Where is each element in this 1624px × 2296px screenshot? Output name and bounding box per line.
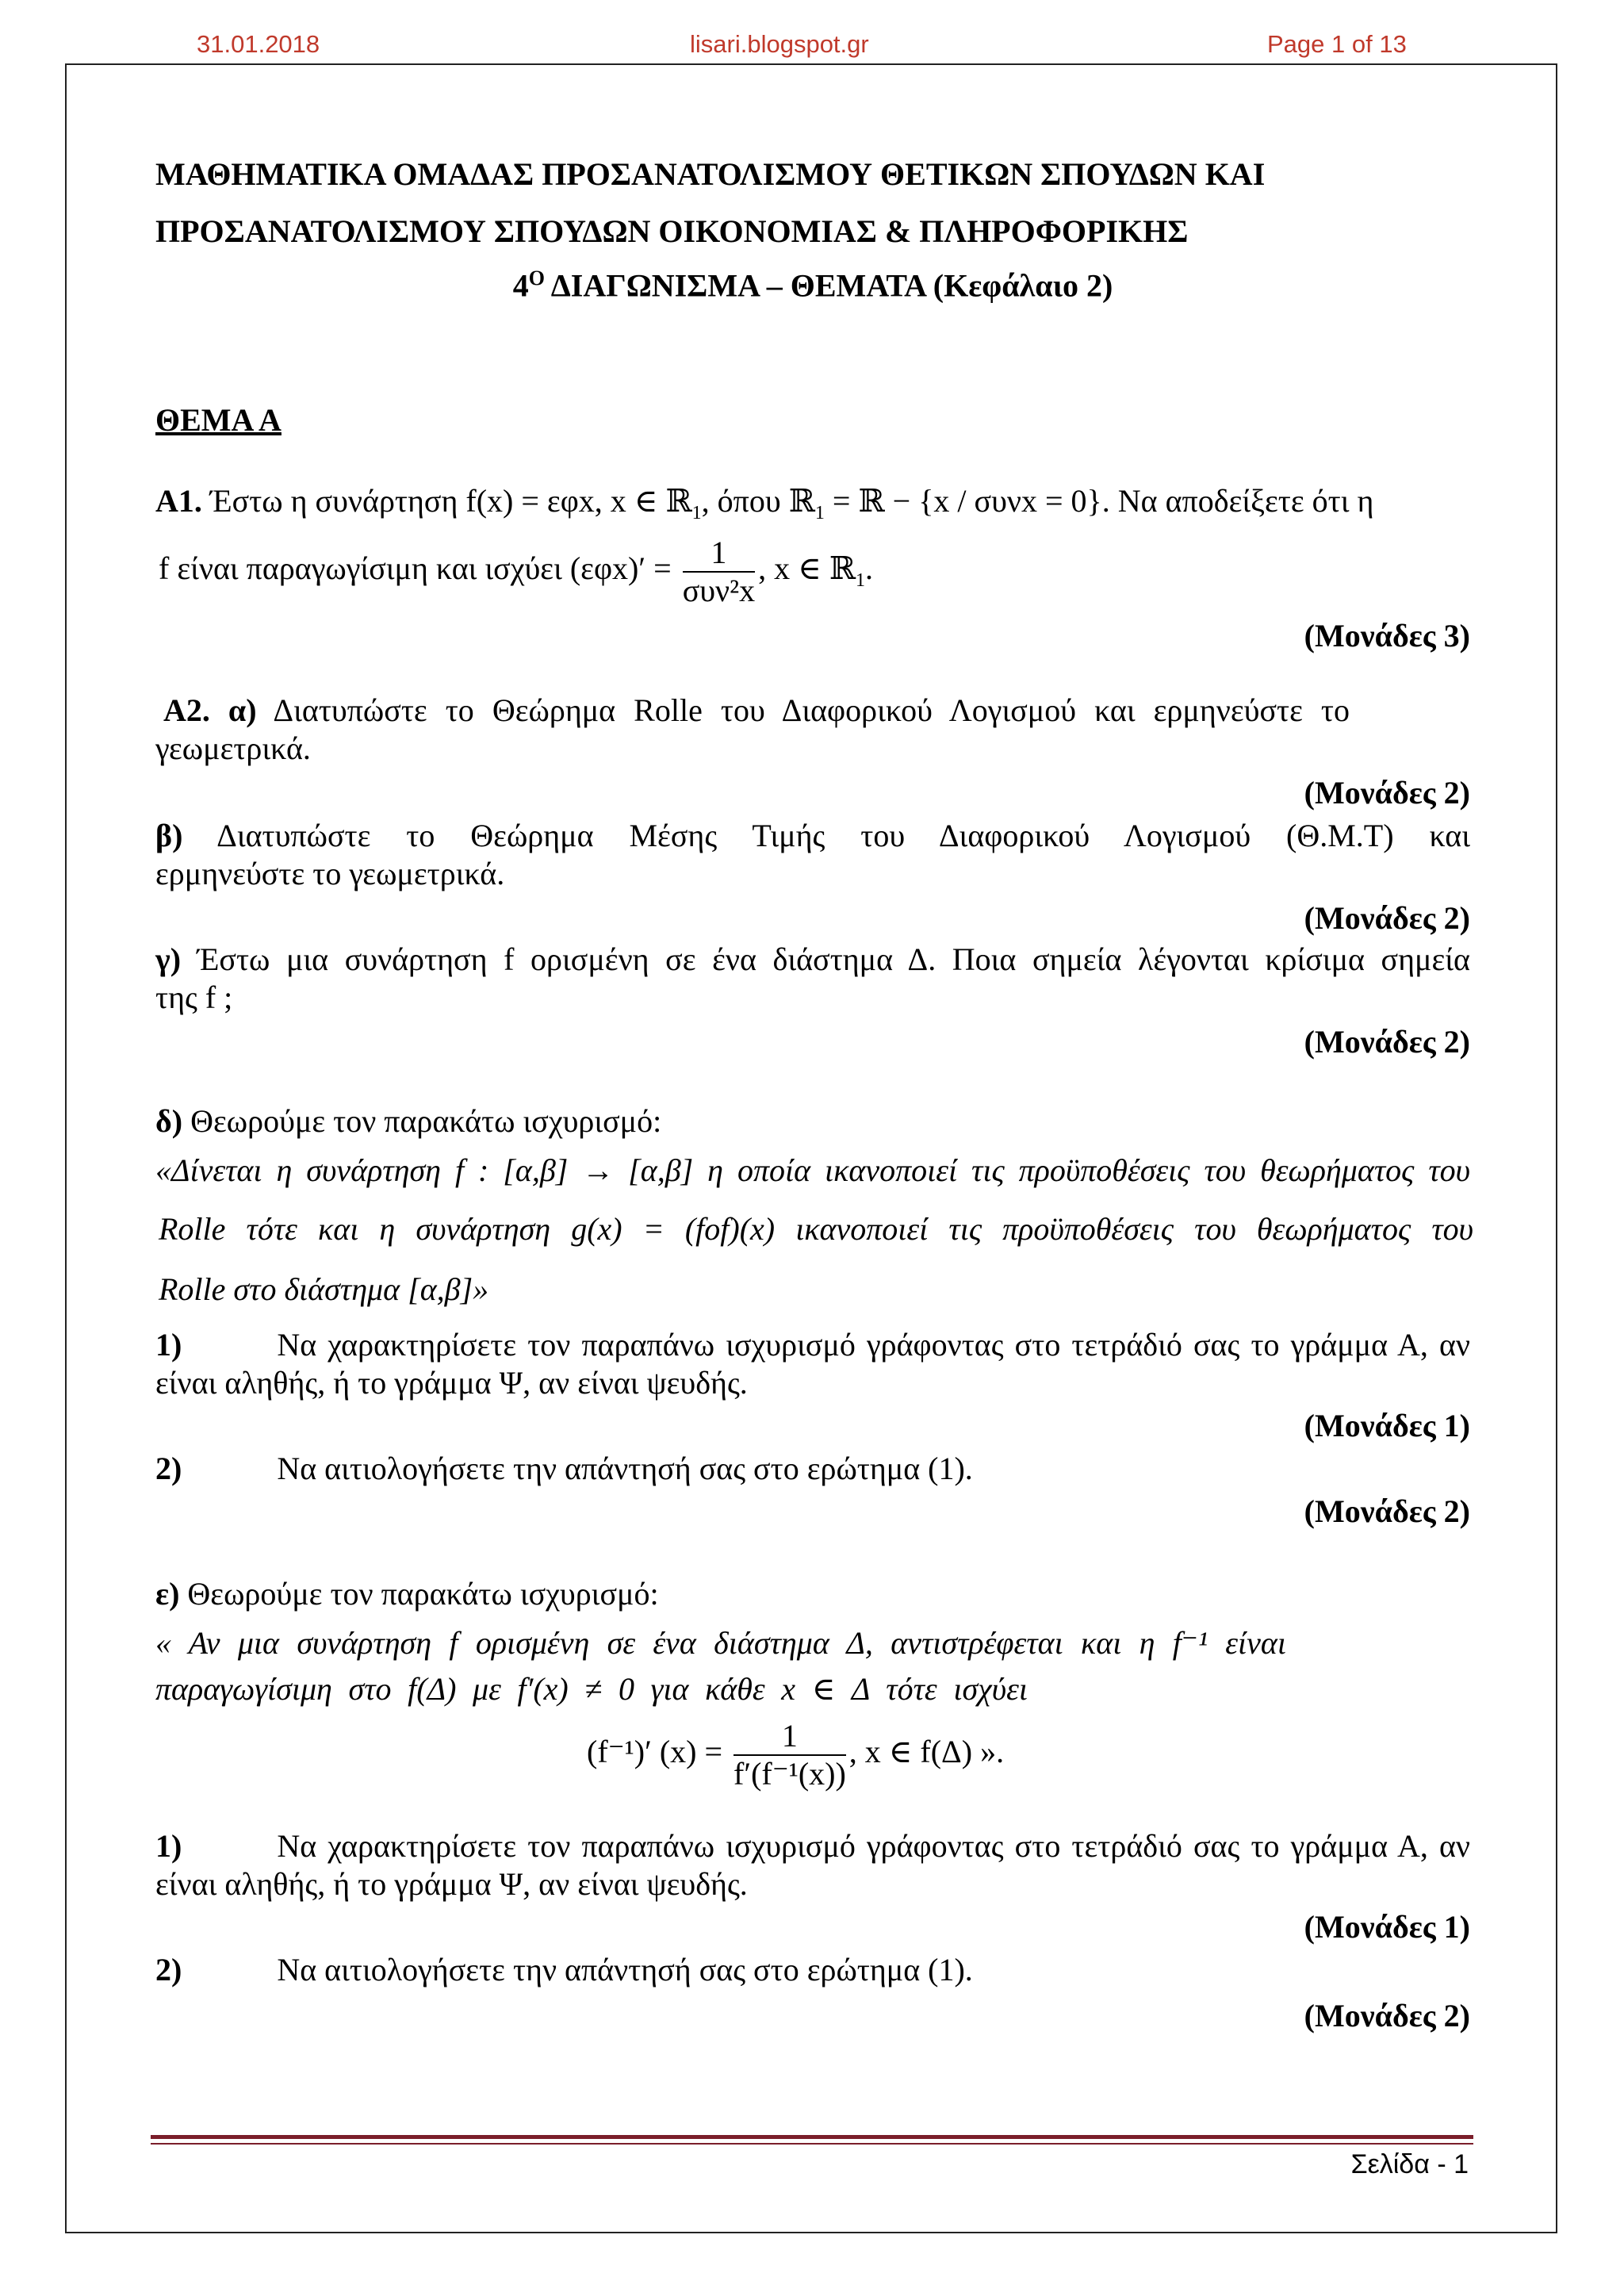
a2-b-marks: (Μονάδες 2) <box>1304 900 1470 936</box>
a2-e-question-2: 2) Να αιτιολογήσετε την απάντησή σας στο ερώτημα (1). <box>155 1952 973 1987</box>
a2-d-statement-3: Rolle στο διάστημα [α,β]» <box>159 1271 489 1307</box>
a2-d-question-2-marks: (Μονάδες 2) <box>1304 1493 1470 1529</box>
a1-fraction: $\frac{1}{\text{συν²x}}$ <box>682 535 756 608</box>
a2-d-statement-2: Rolle τότε και η συνάρτηση g(x) = (fof)(x) ικανοποιεί τις προϋποθέσεις του θεωρήματος του <box>159 1211 1473 1247</box>
a2-e-statement-1: « Αν μια συνάρτηση f ορισμένη σε ένα διάστημα Δ, αντιστρέφεται και η f⁻¹ είναι <box>155 1625 1286 1661</box>
title-line-3: $4^O$ ΔΙΑΓΩΝΙΣΜΑ – ΘΕΜΑΤΑ (Κεφάλαιο 2) <box>512 266 1113 304</box>
header-page-number: Page 1 of 13 <box>1267 30 1407 58</box>
a2-a-marks: (Μονάδες 2) <box>1304 775 1470 811</box>
a1-line-1: Α1. Έστω η συνάρτηση f(x) = εφx, x ∈ ℝ$_1$, όπου ℝ$_1$ = ℝ − {x / συνx = 0}. Να αποδείξετε ότι η <box>155 483 1374 523</box>
a2-e-fraction: $\frac{1}{\text{f′(f⁻¹(x))}}$ <box>733 1718 846 1792</box>
a2-a-line-2: γεωμετρικά. <box>155 730 311 766</box>
footer-rule-thick <box>151 2135 1473 2139</box>
a2-g-line-1: γ) Έστω μια συνάρτηση f ορισμένη σε ένα διάστημα Δ. Ποια σημεία λέγονται κρίσιμα σημεία <box>155 941 1470 977</box>
a2-g-line-2: της f ; <box>155 979 233 1015</box>
footer-rule-thin <box>151 2143 1473 2145</box>
title-line-2: ΠΡΟΣΑΝΑΤΟΛΙΣΜΟΥ ΣΠΟΥΔΩΝ ΟΙΚΟΝΟΜΙΑΣ & ΠΛΗΡΟΦΟΡΙΚΗΣ <box>155 213 1189 249</box>
a2-e-question-1: 1) Να χαρακτηρίσετε τον παραπάνω ισχυρισμό γράφοντας στο τετράδιό σας το γράμμα Α, αν <box>155 1828 1470 1864</box>
a2-d-statement-1: «Δίνεται η συνάρτηση f : [α,β] → [α,β] η οποία ικανοποιεί τις προϋποθέσεις του θεωρήματος του <box>155 1152 1470 1188</box>
title-line-1: ΜΑΘΗΜΑΤΙΚΑ ΟΜΑΔΑΣ ΠΡΟΣΑΝΑΤΟΛΙΣΜΟΥ ΘΕΤΙΚΩΝ ΣΠΟΥΔΩΝ ΚΑΙ <box>155 156 1266 192</box>
footer-page-label: Σελίδα - 1 <box>1350 2149 1469 2179</box>
a2-e-formula: (f⁻¹)′ (x) = $\frac{1}{\text{f′(f⁻¹(x))}}$ , x ∈ f(Δ) ». <box>587 1718 1005 1792</box>
header-date: 31.01.2018 <box>197 30 320 58</box>
a1-marks: (Μονάδες 3) <box>1304 618 1470 654</box>
a2-e-question-2-marks: (Μονάδες 2) <box>1304 1998 1470 2033</box>
a2-a-line-1: Α2. α) Διατυπώστε το Θεώρημα Rolle του Διαφορικού Λογισμού και ερμηνεύστε το <box>163 692 1350 728</box>
a2-e-question-1-cont: είναι αληθής, ή το γράμμα Ψ, αν είναι ψευδής. <box>155 1866 748 1902</box>
a1-line-2: f είναι παραγωγίσιμη και ισχύει (εφx)′ = $\frac{1}{\text{συν²x}}$ , x ∈ ℝ$_1$. <box>159 535 873 608</box>
a2-e-statement-2: παραγωγίσιμη στο f(Δ) με f′(x) ≠ 0 για κάθε x ∈ Δ τότε ισχύει <box>155 1671 1028 1707</box>
a2-d-intro: δ) Θεωρούμε τον παρακάτω ισχυρισμό: <box>155 1103 662 1139</box>
a2-b-line-1: β) Διατυπώστε το Θεώρημα Μέσης Τιμής του Διαφορικού Λογισμού (Θ.Μ.Τ) και <box>155 818 1470 853</box>
a2-d-question-2: 2) Να αιτιολογήσετε την απάντησή σας στο ερώτημα (1). <box>155 1451 973 1486</box>
a2-d-question-1: 1) Να χαρακτηρίσετε τον παραπάνω ισχυρισμό γράφοντας στο τετράδιό σας το γράμμα Α, αν <box>155 1327 1470 1363</box>
a2-d-question-1-cont: είναι αληθής, ή το γράμμα Ψ, αν είναι ψευδής. <box>155 1365 748 1401</box>
section-heading: ΘΕΜΑ Α <box>155 402 282 438</box>
a2-b-line-2: ερμηνεύστε το γεωμετρικά. <box>155 856 505 891</box>
a2-e-intro: ε) Θεωρούμε τον παρακάτω ισχυρισμό: <box>155 1576 659 1612</box>
a2-g-marks: (Μονάδες 2) <box>1304 1024 1470 1060</box>
a2-d-question-1-marks: (Μονάδες 1) <box>1304 1408 1470 1443</box>
a2-e-question-1-marks: (Μονάδες 1) <box>1304 1909 1470 1945</box>
header-site: lisari.blogspot.gr <box>690 30 869 58</box>
